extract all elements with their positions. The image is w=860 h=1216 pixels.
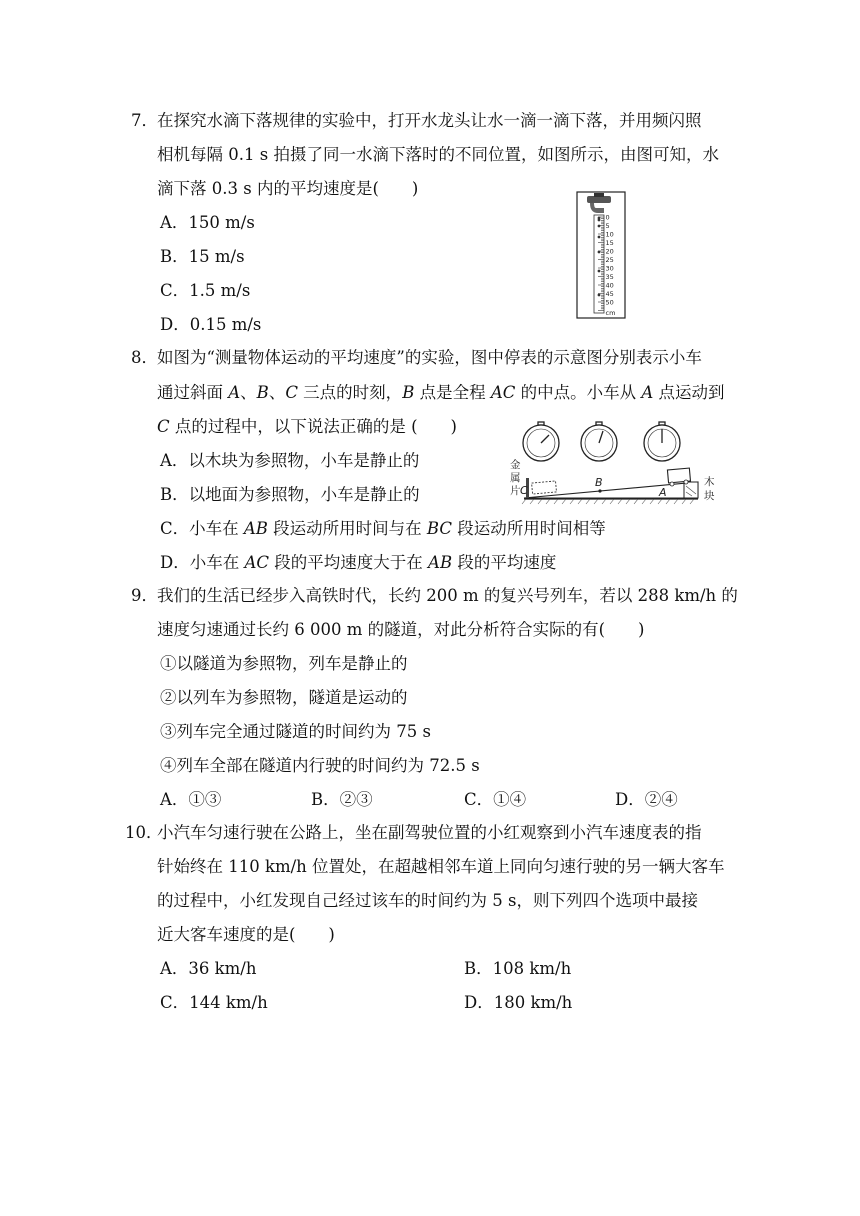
option-a[interactable]: A．以木块为参照物，小车是静止的 [160,451,420,470]
ruler-label: 15 [605,239,614,247]
question-text-line: 滴下落 0.3 s 内的平均速度是( ) [157,179,419,198]
svg-text:片: 片 [510,485,521,497]
stopwatch-b-icon [581,422,617,461]
faucet-ruler-figure [576,191,626,319]
option-d[interactable]: D．180 km/h [464,993,573,1012]
question-text-line: 针始终在 110 km/h 位置处，在超越相邻车道上同向匀速行驶的另一辆大客车 [157,857,725,876]
question-text-line: 我们的生活已经步入高铁时代，长约 200 m 的复兴号列车，若以 288 km/h 的 [157,586,738,605]
option-d[interactable]: D．②④ [615,790,678,809]
statement-1: ①以隧道为参照物，列车是静止的 [160,654,408,673]
point-c-label: C [520,484,528,497]
ruler-label: 35 [605,273,614,281]
option-c[interactable]: C．①④ [464,790,527,809]
option-a[interactable]: A．150 m/s [160,213,255,232]
ruler-label: 0 [605,213,610,222]
statement-3: ③列车完全通过隧道的时间约为 75 s [160,722,431,741]
option-c[interactable]: C．144 km/h [160,993,268,1012]
ruler-label: 50 [605,298,614,307]
ruler-label: 40 [605,281,614,290]
question-text-line: 的过程中，小红发现自己经过该车的时间约为 5 s，则下列四个选项中最接 [157,891,698,910]
question-text-line: 近大客车速度的是( ) [157,925,335,944]
ruler-label: 25 [605,256,614,264]
statement-2: ②以列车为参照物，隧道是运动的 [160,688,408,707]
ruler-label: 10 [605,230,614,239]
question-text-line: 在探究水滴下落规律的实验中，打开水龙头让水一滴一滴下落，并用频闪照 [157,111,702,130]
question-text-line: 速度匀速通过长约 6 000 m 的隧道，对此分析符合实际的有( ) [157,620,645,639]
option-b[interactable]: B．15 m/s [160,247,245,266]
option-b[interactable]: B．以地面为参照物，小车是静止的 [160,485,420,504]
question-number: 9． [131,586,158,605]
question-number: 7． [131,111,158,130]
point-b-label: B [595,476,603,489]
question-text-line: 相机每隔 0.1 s 拍摄了同一水滴下落时的不同位置，如图所示，由图可知，水 [157,145,719,164]
option-c[interactable]: C．1.5 m/s [160,281,251,300]
question-text-line: 小汽车匀速行驶在公路上，坐在副驾驶位置的小红观察到小汽车速度表的指 [157,823,702,842]
option-a[interactable]: A．36 km/h [160,959,257,978]
ruler-label: 30 [605,264,614,273]
stopwatch-c-icon [523,422,559,461]
question-text-line: C 点的过程中，以下说法正确的是 ( ) [157,417,457,436]
question-number: 10． [125,823,163,842]
incline-stopwatch-figure [502,420,728,506]
question-number: 8． [131,348,158,367]
option-d[interactable]: D．小车在 AC 段的平均速度大于在 AB 段的平均速度 [160,553,557,572]
stopwatch-a-icon [644,422,680,461]
svg-text:块: 块 [704,490,715,502]
question-text-line: 通过斜面 A、B、C 三点的时刻，B 点是全程 AC 的中点。小车从 A 点运动到 [157,383,725,402]
option-d[interactable]: D．0.15 m/s [160,315,262,334]
svg-text:属: 属 [510,472,521,484]
option-c[interactable]: C．小车在 AB 段运动所用时间与在 BC 段运动所用时间相等 [160,519,606,538]
ruler-label: cm [605,309,616,318]
option-a[interactable]: A．①③ [160,790,222,809]
statement-4: ④列车全部在隧道内行驶的时间约为 72.5 s [160,756,480,775]
ruler-label: 45 [605,290,614,298]
question-text-line: 如图为“测量物体运动的平均速度”的实验，图中停表的示意图分别表示小车 [157,348,702,367]
wood-label: 木 [704,476,715,488]
point-a-label: A [659,486,667,499]
option-b[interactable]: B．108 km/h [464,959,572,978]
metal-label: 金 [510,459,521,471]
option-b[interactable]: B．②③ [311,790,373,809]
ruler-label: 20 [605,247,614,256]
ruler-label: 5 [605,222,610,230]
